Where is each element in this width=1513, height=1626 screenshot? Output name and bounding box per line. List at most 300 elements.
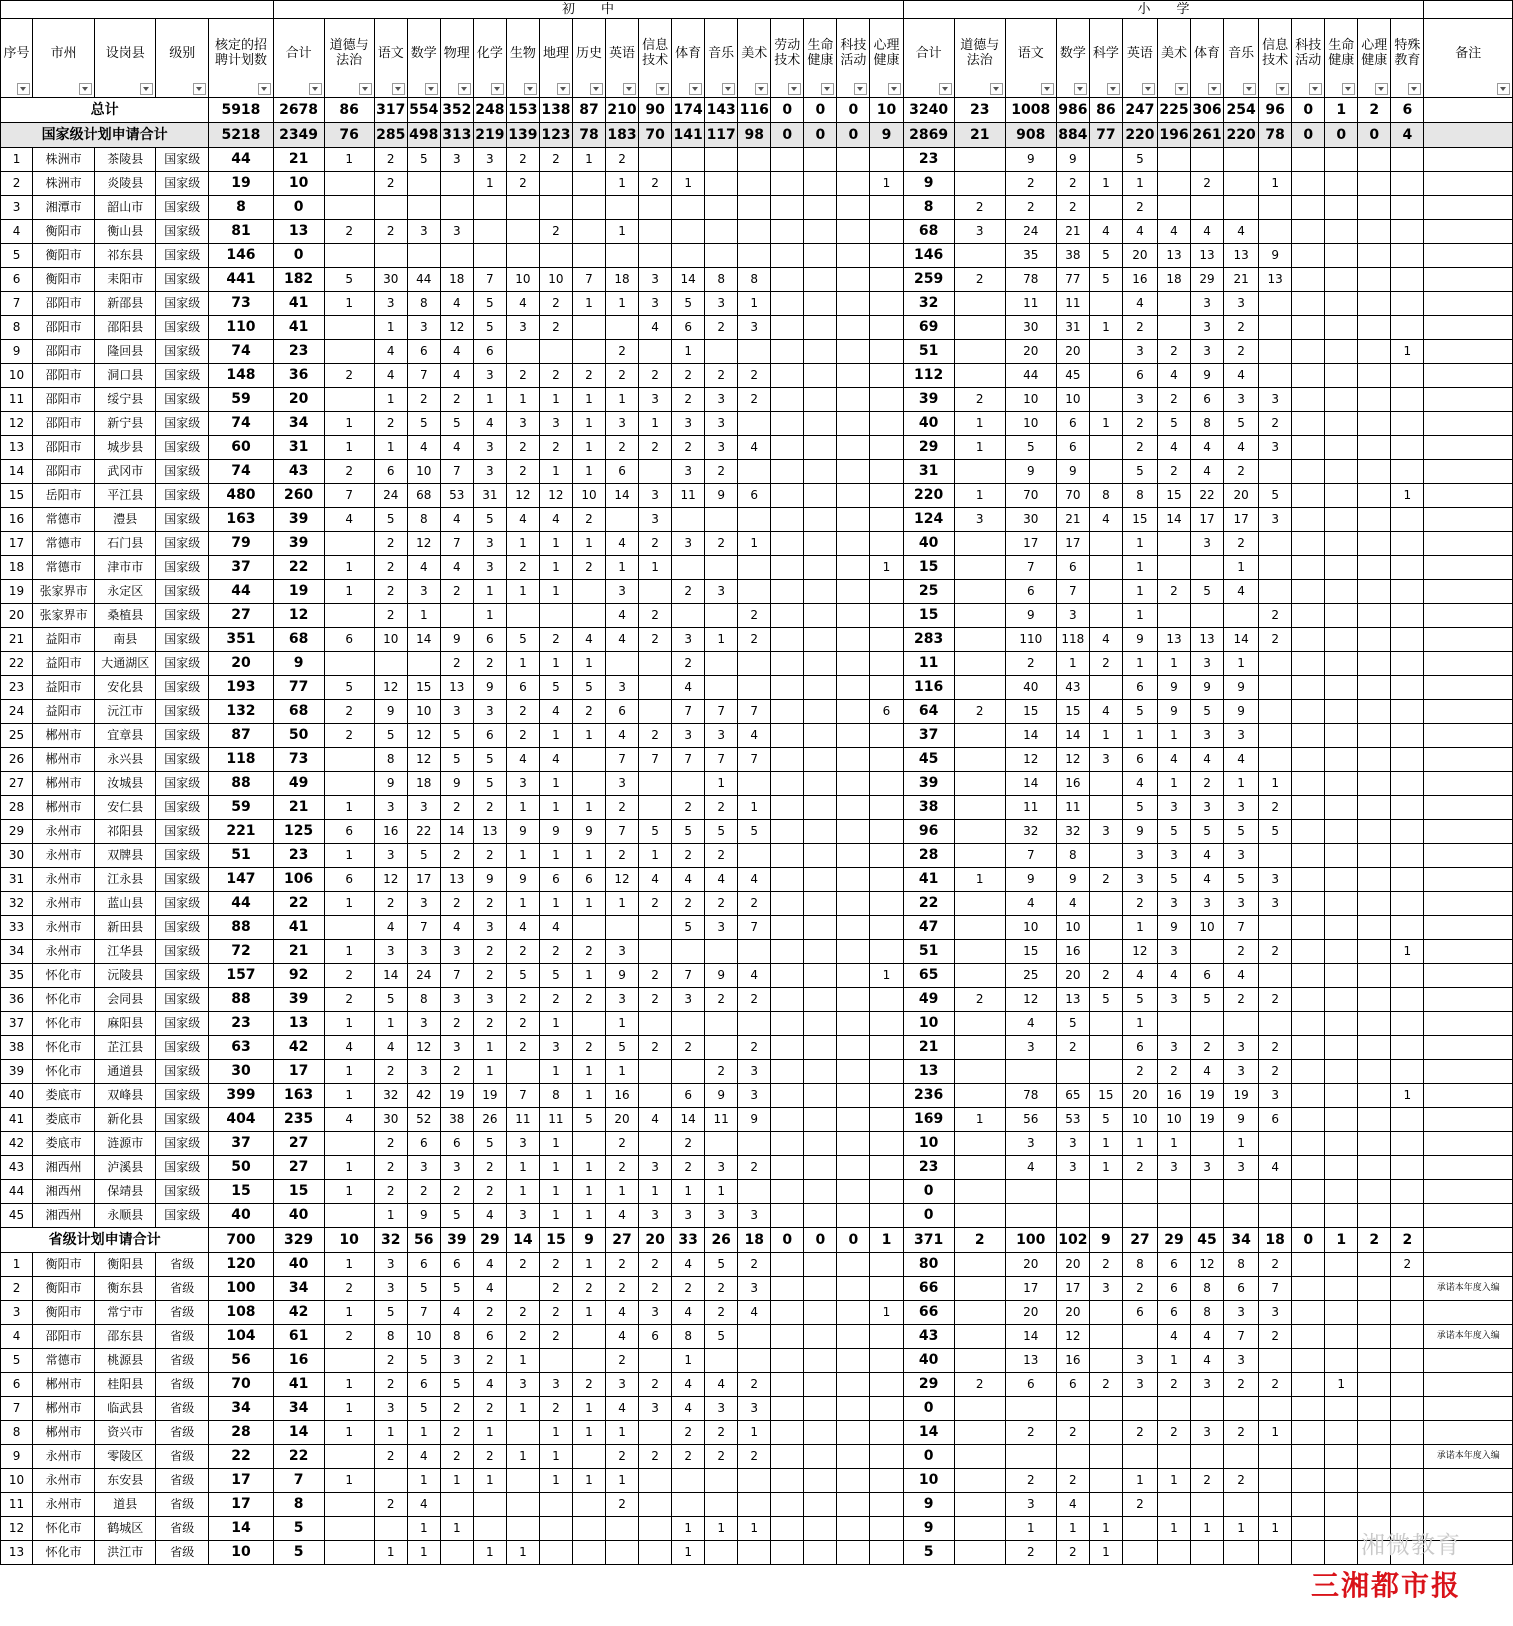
summary-cell: 86: [1089, 98, 1122, 123]
table-cell: 5: [440, 724, 473, 748]
table-cell: 9: [1122, 628, 1157, 652]
table-cell: [1391, 508, 1424, 532]
filter-dropdown-icon[interactable]: [854, 83, 867, 95]
table-cell: [705, 172, 738, 196]
filter-dropdown-icon[interactable]: [656, 83, 669, 95]
watermark-account: 湘微教育: [1361, 1531, 1461, 1559]
table-cell: [738, 580, 771, 604]
table-cell: 3: [1122, 868, 1157, 892]
table-cell: [771, 748, 804, 772]
filter-dropdown-icon[interactable]: [1408, 83, 1421, 95]
summary-cell: 117: [705, 123, 738, 148]
table-cell: [954, 1517, 1005, 1541]
table-cell: 14: [1005, 1325, 1056, 1349]
table-cell: 2: [374, 1349, 407, 1373]
table-cell: [1005, 1445, 1056, 1469]
table-cell: 12: [407, 724, 440, 748]
table-cell: [771, 916, 804, 940]
table-cell: [837, 1012, 870, 1036]
table-cell: 1: [324, 412, 374, 436]
table-cell: 8: [672, 1325, 705, 1349]
table-cell: 2: [506, 556, 539, 580]
filter-dropdown-icon[interactable]: [1276, 83, 1289, 95]
table-cell: [324, 604, 374, 628]
filter-dropdown-icon[interactable]: [524, 83, 537, 95]
table-cell: 常宁市: [95, 1301, 156, 1325]
table-cell: [771, 1156, 804, 1180]
filter-dropdown-icon[interactable]: [1107, 83, 1120, 95]
table-cell: 1: [572, 1204, 605, 1228]
remark-cell: [1424, 316, 1513, 340]
table-cell: 邵阳市: [33, 412, 95, 436]
table-cell: [771, 1421, 804, 1445]
table-cell: [1292, 1373, 1325, 1397]
table-cell: [1358, 1060, 1391, 1084]
table-cell: 沅江市: [95, 700, 156, 724]
table-cell: 麻阳县: [95, 1012, 156, 1036]
filter-dropdown-icon[interactable]: [458, 83, 471, 95]
table-cell: [1292, 1493, 1325, 1517]
table-cell: 6: [440, 1132, 473, 1156]
table-cell: 岳阳市: [33, 484, 95, 508]
table-cell: [572, 172, 605, 196]
table-cell: [1358, 1397, 1391, 1421]
table-cell: 1: [407, 1469, 440, 1493]
table-cell: 1: [639, 556, 672, 580]
summary-cell: 70: [639, 123, 672, 148]
table-cell: 20: [1, 604, 33, 628]
table-cell: [1224, 1180, 1259, 1204]
table-cell: 2: [954, 268, 1005, 292]
table-cell: [870, 1541, 903, 1565]
filter-dropdown-icon[interactable]: [17, 83, 30, 95]
table-cell: 石门县: [95, 532, 156, 556]
table-cell: 11: [1005, 796, 1056, 820]
table-cell: 44: [1, 1180, 33, 1204]
summary-label: 国家级计划申请合计: [1, 123, 209, 148]
table-cell: 1: [539, 1132, 572, 1156]
filter-dropdown-icon[interactable]: [1342, 83, 1355, 95]
table-cell: [804, 1277, 837, 1301]
table-cell: 2: [1259, 604, 1292, 628]
table-cell: 9: [506, 868, 539, 892]
table-cell: [837, 436, 870, 460]
filter-dropdown-icon[interactable]: [788, 83, 801, 95]
table-cell: 404: [209, 1108, 273, 1132]
table-cell: [804, 556, 837, 580]
table-cell: 9: [407, 1204, 440, 1228]
table-cell: 2: [1005, 172, 1056, 196]
table-cell: [738, 556, 771, 580]
filter-dropdown-icon[interactable]: [1041, 83, 1054, 95]
table-cell: [1391, 820, 1424, 844]
column-header: [738, 19, 771, 98]
table-cell: 6: [870, 700, 903, 724]
table-cell: [771, 580, 804, 604]
table-cell: 衡阳市: [33, 1253, 95, 1277]
table-cell: 1: [324, 892, 374, 916]
table-cell: [572, 340, 605, 364]
table-cell: 国家级: [156, 508, 209, 532]
filter-dropdown-icon[interactable]: [623, 83, 636, 95]
table-cell: 40: [1, 1084, 33, 1108]
table-cell: [1325, 460, 1358, 484]
table-row: [1, 1204, 1513, 1228]
table-cell: 480: [209, 484, 273, 508]
table-cell: [1122, 1541, 1157, 1565]
table-cell: 1: [572, 844, 605, 868]
table-cell: [1259, 700, 1292, 724]
table-cell: 42: [273, 1301, 324, 1325]
summary-cell: 317: [374, 98, 407, 123]
national-summary-row: [1, 123, 1513, 148]
table-cell: 2: [1224, 988, 1259, 1012]
table-row: [1, 1349, 1513, 1373]
table-cell: 2: [1122, 436, 1157, 460]
table-cell: [837, 1445, 870, 1469]
table-cell: [837, 1036, 870, 1060]
table-cell: 11: [506, 1108, 539, 1132]
table-cell: [804, 1132, 837, 1156]
table-cell: 5: [1157, 412, 1190, 436]
filter-dropdown-icon[interactable]: [821, 83, 834, 95]
filter-dropdown-icon[interactable]: [79, 83, 92, 95]
table-cell: [1391, 1301, 1424, 1325]
remark-cell: [1424, 364, 1513, 388]
table-cell: [1325, 1325, 1358, 1349]
table-cell: 11: [1, 388, 33, 412]
table-cell: 邵阳市: [33, 1325, 95, 1349]
table-cell: [837, 316, 870, 340]
table-cell: 国家级: [156, 268, 209, 292]
table-cell: 7: [1224, 916, 1259, 940]
table-cell: 44: [407, 268, 440, 292]
table-cell: [954, 1204, 1005, 1228]
table-cell: [954, 604, 1005, 628]
filter-dropdown-icon[interactable]: [990, 83, 1003, 95]
filter-dropdown-icon[interactable]: [1175, 83, 1188, 95]
summary-cell: 220: [1122, 123, 1157, 148]
table-cell: [837, 268, 870, 292]
filter-dropdown-icon[interactable]: [939, 83, 952, 95]
table-cell: [771, 1060, 804, 1084]
filter-dropdown-icon[interactable]: [1142, 83, 1155, 95]
table-cell: [1391, 1421, 1424, 1445]
table-cell: 1: [954, 412, 1005, 436]
filter-dropdown-icon[interactable]: [755, 83, 768, 95]
table-cell: [1157, 1445, 1190, 1469]
table-cell: [804, 436, 837, 460]
table-cell: 2: [374, 604, 407, 628]
table-cell: [954, 1277, 1005, 1301]
filter-dropdown-icon[interactable]: [888, 83, 901, 95]
table-cell: 236: [903, 1084, 954, 1108]
table-cell: 12: [1056, 748, 1089, 772]
table-cell: 2: [473, 1349, 506, 1373]
remark-cell: [1424, 1469, 1513, 1493]
table-cell: 23: [903, 148, 954, 172]
table-cell: [639, 1517, 672, 1541]
blank-group-cell: [1, 1, 274, 19]
table-cell: 1: [639, 844, 672, 868]
table-cell: 6: [1122, 748, 1157, 772]
remark-cell: [1424, 98, 1513, 123]
table-cell: 3: [705, 916, 738, 940]
table-cell: 7: [738, 748, 771, 772]
filter-dropdown-icon[interactable]: [359, 83, 372, 95]
summary-cell: 220: [1224, 123, 1259, 148]
filter-dropdown-icon[interactable]: [392, 83, 405, 95]
table-cell: [672, 220, 705, 244]
table-cell: [1391, 1132, 1424, 1156]
table-cell: 7: [705, 748, 738, 772]
column-header-row: [1, 19, 1513, 98]
table-cell: 2: [1224, 340, 1259, 364]
table-cell: 50: [273, 724, 324, 748]
table-cell: [1191, 1180, 1224, 1204]
filter-dropdown-icon[interactable]: [1074, 83, 1087, 95]
table-cell: 3: [606, 988, 639, 1012]
table-cell: 永州市: [33, 844, 95, 868]
summary-cell: 1: [1325, 98, 1358, 123]
table-cell: 5: [1005, 436, 1056, 460]
column-header-label: 合计: [915, 45, 942, 61]
table-cell: 衡东县: [95, 1277, 156, 1301]
table-cell: 3: [440, 940, 473, 964]
table-cell: 3: [1224, 388, 1259, 412]
table-cell: 2: [639, 628, 672, 652]
filter-dropdown-icon[interactable]: [590, 83, 603, 95]
table-cell: [1089, 1060, 1122, 1084]
table-cell: [1292, 1084, 1325, 1108]
table-cell: 132: [209, 700, 273, 724]
table-cell: [407, 172, 440, 196]
summary-cell: 138: [539, 98, 572, 123]
table-cell: 70: [209, 1373, 273, 1397]
table-cell: 2: [1224, 532, 1259, 556]
table-cell: [1292, 1156, 1325, 1180]
filter-dropdown-icon[interactable]: [1208, 83, 1221, 95]
table-cell: 5: [1122, 700, 1157, 724]
table-cell: 31: [1, 868, 33, 892]
table-row: [1, 1493, 1513, 1517]
table-cell: [870, 340, 903, 364]
table-cell: [1292, 1517, 1325, 1541]
table-cell: [954, 1493, 1005, 1517]
table-cell: [771, 1469, 804, 1493]
table-cell: 郴州市: [33, 796, 95, 820]
table-cell: [1259, 292, 1292, 316]
table-body: [1, 98, 1513, 1565]
table-cell: [1358, 796, 1391, 820]
table-cell: [954, 172, 1005, 196]
table-cell: [738, 940, 771, 964]
table-cell: 4: [539, 916, 572, 940]
table-cell: [1325, 1541, 1358, 1565]
table-cell: 26: [1, 748, 33, 772]
table-cell: [1292, 1541, 1325, 1565]
table-cell: 邵阳市: [33, 436, 95, 460]
table-cell: 邵阳市: [33, 364, 95, 388]
table-cell: 3: [1224, 292, 1259, 316]
table-cell: [870, 1469, 903, 1493]
table-cell: 13: [1191, 244, 1224, 268]
table-cell: 22: [273, 556, 324, 580]
filter-dropdown-icon[interactable]: [722, 83, 735, 95]
table-cell: [672, 940, 705, 964]
table-cell: 6: [1191, 964, 1224, 988]
column-header: [639, 19, 672, 98]
table-cell: [1391, 796, 1424, 820]
table-cell: 20: [1005, 1301, 1056, 1325]
table-cell: 45: [1056, 364, 1089, 388]
table-row: [1, 460, 1513, 484]
filter-dropdown-icon[interactable]: [1309, 83, 1322, 95]
filter-dropdown-icon[interactable]: [309, 83, 322, 95]
table-cell: 25: [1, 724, 33, 748]
table-cell: 1: [324, 1469, 374, 1493]
table-cell: 3: [1157, 844, 1190, 868]
table-cell: 4: [705, 1373, 738, 1397]
table-cell: 5: [374, 1301, 407, 1325]
table-cell: 20: [1056, 1301, 1089, 1325]
filter-dropdown-icon[interactable]: [491, 83, 504, 95]
table-cell: [1391, 292, 1424, 316]
table-cell: 73: [273, 748, 324, 772]
table-cell: 2: [539, 292, 572, 316]
table-cell: [1358, 364, 1391, 388]
table-cell: 6: [1005, 580, 1056, 604]
filter-dropdown-icon[interactable]: [140, 83, 153, 95]
table-cell: [804, 700, 837, 724]
table-cell: [572, 1445, 605, 1469]
column-header-label: 音乐: [708, 45, 735, 61]
table-cell: 1: [738, 1517, 771, 1541]
table-cell: 4: [374, 916, 407, 940]
table-cell: 3: [705, 1204, 738, 1228]
table-cell: [1325, 220, 1358, 244]
table-cell: 0: [903, 1397, 954, 1421]
table-cell: 1: [1157, 1469, 1190, 1493]
filter-dropdown-icon[interactable]: [258, 83, 271, 95]
table-row: [1, 148, 1513, 172]
table-cell: [1089, 1204, 1122, 1228]
filter-dropdown-icon[interactable]: [193, 83, 206, 95]
table-cell: 2: [1224, 1373, 1259, 1397]
table-cell: [440, 172, 473, 196]
filter-dropdown-icon[interactable]: [1375, 83, 1388, 95]
table-cell: [506, 604, 539, 628]
filter-dropdown-icon[interactable]: [1243, 83, 1256, 95]
table-cell: 2: [672, 1445, 705, 1469]
table-cell: [473, 1493, 506, 1517]
remark-cell: [1424, 1204, 1513, 1228]
filter-dropdown-icon[interactable]: [425, 83, 438, 95]
table-cell: 4: [374, 364, 407, 388]
table-cell: 5: [705, 1325, 738, 1349]
table-cell: 87: [209, 724, 273, 748]
table-cell: 4: [506, 508, 539, 532]
table-cell: 2: [606, 1349, 639, 1373]
table-cell: [738, 220, 771, 244]
table-cell: [870, 1156, 903, 1180]
table-cell: 武冈市: [95, 460, 156, 484]
table-cell: [870, 940, 903, 964]
table-cell: 6: [473, 724, 506, 748]
table-cell: [738, 772, 771, 796]
table-cell: 5: [1191, 988, 1224, 1012]
table-cell: 12: [273, 604, 324, 628]
summary-cell: 32: [374, 1228, 407, 1253]
table-cell: 2: [606, 796, 639, 820]
table-cell: [1391, 676, 1424, 700]
table-cell: 国家级: [156, 1012, 209, 1036]
summary-cell: 174: [672, 98, 705, 123]
table-cell: [1191, 1541, 1224, 1565]
table-cell: 260: [273, 484, 324, 508]
table-cell: 1: [1157, 772, 1190, 796]
table-cell: 国家级: [156, 964, 209, 988]
table-cell: [1005, 1060, 1056, 1084]
table-cell: 3: [1157, 940, 1190, 964]
table-cell: 9: [473, 676, 506, 700]
table-cell: 9: [473, 868, 506, 892]
summary-cell: 14: [506, 1228, 539, 1253]
table-cell: 6: [1157, 1277, 1190, 1301]
table-cell: [870, 604, 903, 628]
table-cell: 3: [1224, 1060, 1259, 1084]
table-cell: 3: [1224, 1036, 1259, 1060]
table-cell: [705, 604, 738, 628]
table-cell: 4: [473, 1204, 506, 1228]
table-cell: 49: [903, 988, 954, 1012]
filter-dropdown-icon[interactable]: [1497, 83, 1510, 95]
table-cell: [837, 748, 870, 772]
remark-cell: [1424, 628, 1513, 652]
filter-dropdown-icon[interactable]: [689, 83, 702, 95]
filter-dropdown-icon[interactable]: [557, 83, 570, 95]
table-cell: [639, 676, 672, 700]
table-cell: 3: [1259, 1084, 1292, 1108]
table-cell: 19: [1, 580, 33, 604]
table-cell: 19: [1224, 1084, 1259, 1108]
table-cell: 1: [1089, 1132, 1122, 1156]
table-cell: 32: [1, 892, 33, 916]
table-cell: 51: [209, 844, 273, 868]
table-cell: 2: [639, 964, 672, 988]
table-cell: 3: [1224, 1349, 1259, 1373]
table-cell: [1259, 844, 1292, 868]
table-cell: [705, 220, 738, 244]
table-cell: 8: [1224, 1253, 1259, 1277]
column-header: [1292, 19, 1325, 98]
table-cell: 2: [1259, 412, 1292, 436]
table-cell: 16: [1056, 940, 1089, 964]
table-cell: [771, 628, 804, 652]
table-cell: [1358, 484, 1391, 508]
table-cell: 3: [606, 772, 639, 796]
table-cell: [870, 364, 903, 388]
table-cell: [837, 796, 870, 820]
summary-cell: 0: [771, 123, 804, 148]
table-cell: 3: [1089, 1277, 1122, 1301]
table-cell: [771, 940, 804, 964]
table-cell: 38: [903, 796, 954, 820]
table-cell: 56: [209, 1349, 273, 1373]
table-cell: [771, 1108, 804, 1132]
remark-cell: [1424, 1493, 1513, 1517]
table-cell: 郴州市: [33, 1397, 95, 1421]
